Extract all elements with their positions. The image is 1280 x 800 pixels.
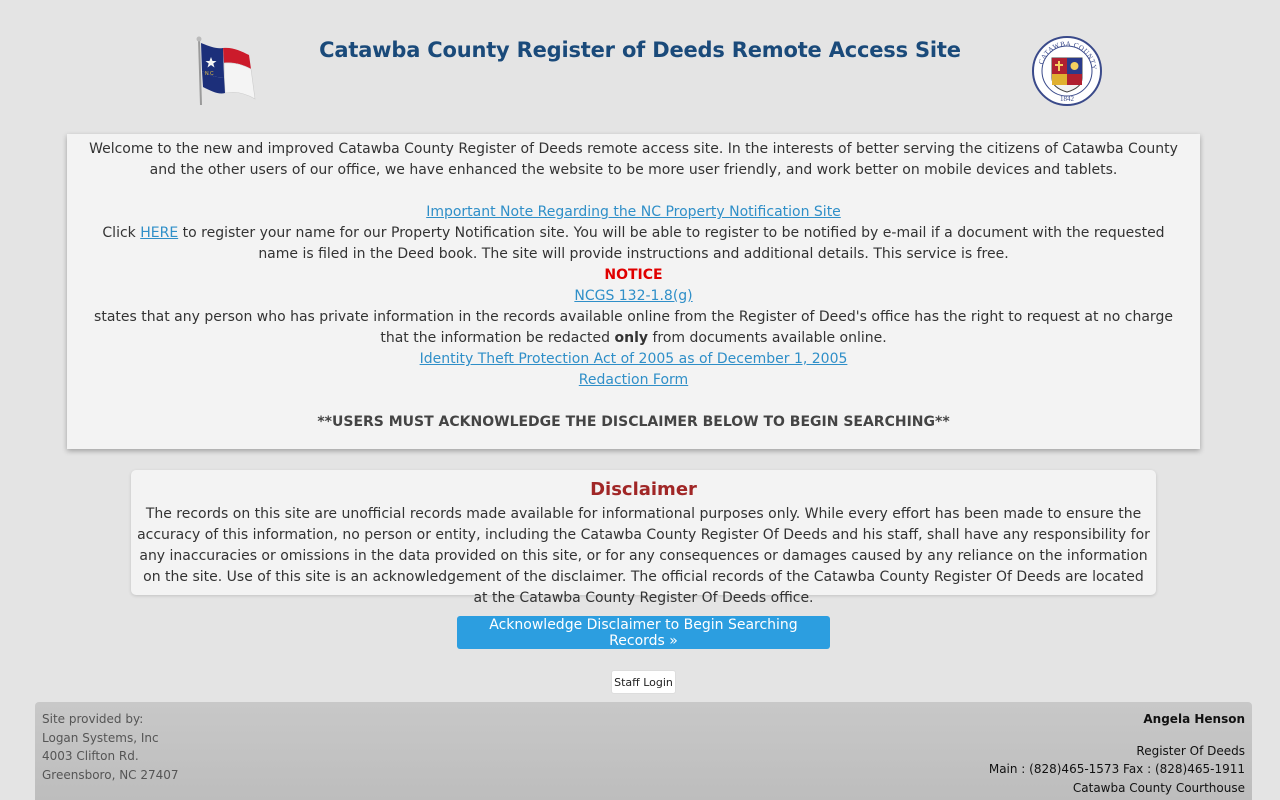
site-header xyxy=(0,0,1280,120)
svg-text:N C: N C xyxy=(205,71,214,77)
redaction-form-link[interactable]: Redaction Form xyxy=(578,372,689,388)
disclaimer-heading: Disclaimer xyxy=(590,479,697,500)
disclaimer-panel xyxy=(131,470,1156,606)
provider-info xyxy=(42,710,179,784)
register-title: Register Of Deeds xyxy=(1136,743,1245,758)
svg-text:1842: 1842 xyxy=(1060,95,1074,103)
staff-login-button[interactable]: Staff Login xyxy=(611,670,676,694)
acknowledge-disclaimer-button[interactable]: Acknowledge Disclaimer to Begin Searching Records » xyxy=(457,616,830,649)
provider-label: Site provided by: xyxy=(42,712,144,726)
notice-heading: NOTICE xyxy=(604,267,663,283)
register-here-link[interactable]: HERE xyxy=(140,225,179,241)
register-phone: Main : (828)465-1573 Fax : (828)465-1911 xyxy=(988,762,1245,776)
ncgs-link[interactable]: NCGS 132-1.8(g) xyxy=(574,288,693,304)
site-footer xyxy=(35,702,1252,800)
acknowledge-requirement-text: **USERS MUST ACKNOWLEDGE THE DISCLAIMER BELOW TO BEGIN SEARCHING** xyxy=(317,414,950,430)
property-notification-text: Click HERE to register your name for our Property Notification site. You will be able to register to be notified by e-mail if a document with the requested name is filed in the Deed book. The site will provide instructions and additional details. This service is free. xyxy=(102,225,1165,262)
svg-text:CATAWBA COUNTY: CATAWBA COUNTY xyxy=(1037,39,1099,71)
identity-theft-act-link[interactable]: Identity Theft Protection Act of 2005 as of December 1, 2005 xyxy=(419,351,848,367)
provider-address: 4003 Clifton Rd. xyxy=(42,749,139,763)
welcome-intro: Welcome to the new and improved Catawba County Register of Deeds remote access site. In the interests of better serving the citizens of Catawba County and the other users of our office, we have enhanced the website to be more user friendly, and work better on mobile devices and tablets. xyxy=(89,141,1178,178)
provider-city: Greensboro, NC 27407 xyxy=(42,767,179,782)
disclaimer-body: The records on this site are unofficial records made available for informational purposes only. While every effort has been made to ensure the accuracy of this information, no person or entity, including the Catawba County Register Of Deeds and his staff, shall have any responsibility for any inaccuracies or omissions in the data provided on this site, or for any consequences or damages caused by any reliance on the information on the site. Use of this site is an acknowledgement of the disclaimer. The official records of the Catawba County Register Of Deeds are located at the Catawba County Register Of Deeds office. xyxy=(137,506,1150,606)
welcome-panel xyxy=(67,134,1200,449)
property-notification-note-link[interactable]: Important Note Regarding the NC Property Notification Site xyxy=(426,204,841,220)
register-contact-info xyxy=(989,710,1245,797)
page-title: Catawba County Register of Deeds Remote Access Site xyxy=(319,38,961,62)
redaction-statement: states that any person who has private information in the records available online from the Register of Deed's office has the right to request at no charge that the information be redacted only from documents available online. xyxy=(94,309,1173,346)
county-seal-logo xyxy=(1030,34,1104,108)
register-name: Angela Henson xyxy=(1143,712,1245,726)
register-location: Catawba County Courthouse xyxy=(1072,780,1245,795)
provider-name: Logan Systems, Inc xyxy=(42,730,159,745)
